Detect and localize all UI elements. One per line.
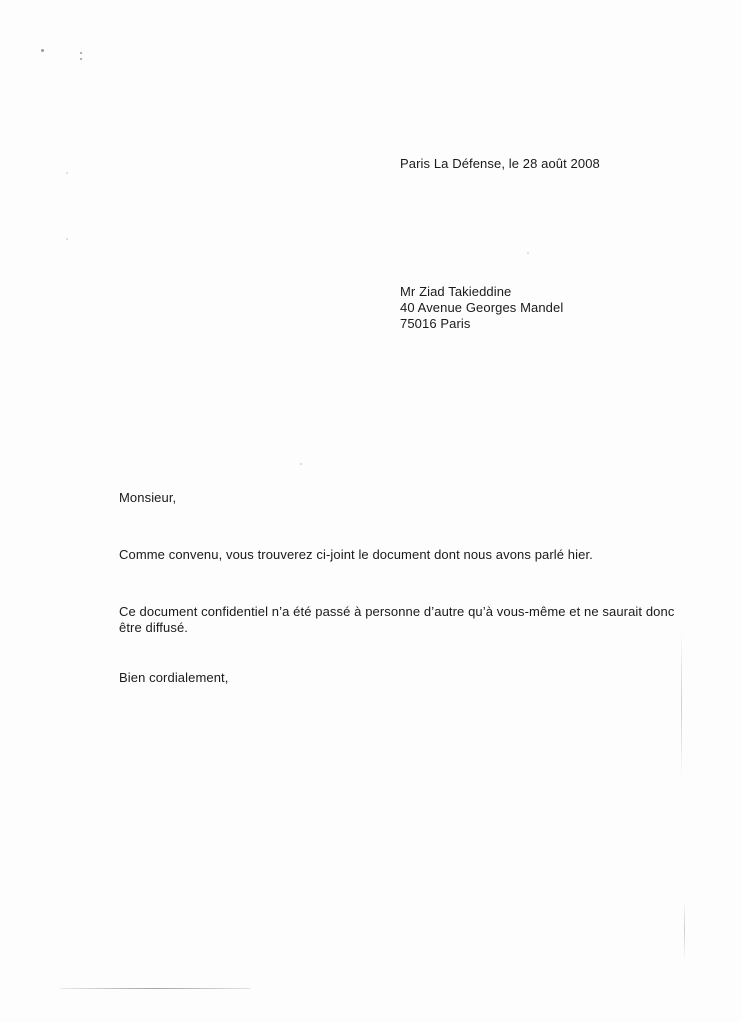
scan-speck bbox=[80, 58, 82, 60]
recipient-address bbox=[400, 284, 563, 332]
scan-speck bbox=[300, 463, 302, 465]
scan-edge-line bbox=[681, 630, 682, 780]
scan-speck bbox=[66, 172, 68, 174]
scan-edge-line bbox=[684, 900, 685, 960]
body-paragraph-2-line-2: être diffusé. bbox=[119, 620, 188, 635]
recipient-name: Mr Ziad Takieddine bbox=[400, 284, 512, 299]
body-paragraph-1: Comme convenu, vous trouverez ci-joint le document dont nous avons parlé hier. bbox=[119, 547, 593, 562]
scan-speck bbox=[80, 52, 82, 54]
salutation: Monsieur, bbox=[119, 490, 177, 505]
closing: Bien cordialement, bbox=[119, 670, 229, 685]
body-paragraph-2 bbox=[119, 604, 674, 636]
scan-bottom-line bbox=[60, 988, 250, 989]
scan-speck bbox=[66, 238, 68, 240]
scan-speck bbox=[41, 49, 44, 52]
recipient-city: 75016 Paris bbox=[400, 316, 471, 331]
scan-speck bbox=[527, 252, 529, 254]
letter-date: Paris La Défense, le 28 août 2008 bbox=[400, 156, 600, 171]
body-paragraph-2-line-1: Ce document confidentiel n’a été passé à personne d’autre qu’à vous-même et ne saurait donc bbox=[119, 604, 675, 619]
recipient-street: 40 Avenue Georges Mandel bbox=[400, 300, 564, 315]
